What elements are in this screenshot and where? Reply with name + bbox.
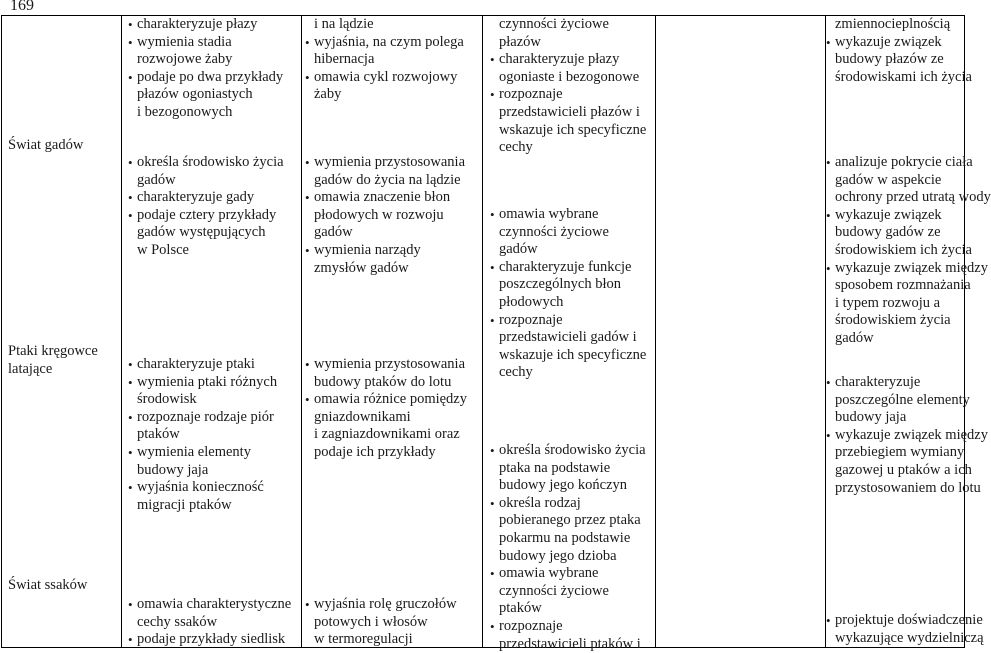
list-item-cont: w Polsce bbox=[137, 241, 189, 258]
col-e-block-ssaki bbox=[826, 612, 984, 647]
list-item-cont: migracji ptaków bbox=[137, 496, 232, 513]
list-item-cont: gadów w aspekcie bbox=[835, 171, 942, 188]
list-item-cont: czynności życiowe bbox=[499, 223, 609, 240]
list-item: • omawia różnice pomiędzy bbox=[305, 391, 482, 409]
list-item: • wyjaśnia rolę gruczołów bbox=[305, 596, 482, 614]
list-item-cont: hibernacja bbox=[314, 51, 375, 68]
list-item: • wykazuje związek bbox=[826, 34, 964, 52]
list-item-cont: budowy jaja bbox=[137, 461, 209, 478]
topic-swiat-gadow: Świat gadów bbox=[8, 137, 84, 153]
list-item-cont: budowy jego kończyn bbox=[499, 477, 628, 494]
list-item: • omawia charakterystyczne bbox=[128, 596, 301, 614]
list-item-cont: gadów bbox=[314, 224, 353, 241]
list-item: • wykazuje związek bbox=[826, 207, 964, 225]
list-item: • analizuje pokrycie ciała bbox=[826, 154, 964, 172]
list-item-cont: i bezogonowych bbox=[137, 103, 233, 120]
list-item: • wymienia elementy bbox=[128, 444, 301, 462]
list-item: • wykazuje związek między bbox=[826, 260, 964, 278]
list-item: • określa środowisko życia bbox=[490, 442, 655, 460]
list-item-cont: cechy ssaków bbox=[137, 613, 218, 630]
list-item: • rozpoznaje bbox=[490, 618, 655, 636]
list-item-cont: ptaków bbox=[137, 426, 180, 443]
list-item: • omawia cykl rozwojowy bbox=[305, 69, 482, 87]
list-item: • charakteryzuje gady bbox=[128, 189, 301, 207]
list-item: • wykazuje związek między bbox=[826, 427, 964, 445]
list-item: • wymienia narządy bbox=[305, 242, 482, 260]
col-c-block-ptaki bbox=[490, 442, 655, 653]
list-item-cont: i typem rozwoju a bbox=[835, 294, 941, 311]
list-item: • rozpoznaje rodzaje piór bbox=[128, 409, 301, 427]
list-item-cont: czynności życiowe bbox=[499, 582, 609, 599]
list-item: • omawia wybrane bbox=[490, 565, 655, 583]
list-item-cont: cechy bbox=[499, 139, 533, 156]
list-item: • omawia znaczenie błon bbox=[305, 189, 482, 207]
list-item-cont: żaby bbox=[314, 86, 342, 103]
list-item-cont: potowych i włosów bbox=[314, 613, 428, 630]
list-item-cont: cechy bbox=[499, 364, 533, 381]
list-item-cont: i na lądzie bbox=[314, 16, 374, 32]
col-a-block-ssaki bbox=[128, 596, 301, 649]
list-item-cont: środowiskami ich życia bbox=[835, 68, 972, 85]
list-item-cont: ochrony przed utratą wody bbox=[835, 189, 991, 206]
list-item-cont: płodowych bbox=[499, 293, 564, 310]
col-e-block-plazy bbox=[826, 16, 972, 86]
list-item: • charakteryzuje ptaki bbox=[128, 356, 301, 374]
list-item-cont: przebiegiem wymiany bbox=[835, 444, 965, 461]
curriculum-table bbox=[1, 15, 991, 652]
col-a-block-gady bbox=[128, 154, 301, 260]
list-item: • omawia wybrane bbox=[490, 206, 655, 224]
col-a-block-ptaki bbox=[128, 356, 301, 514]
list-item-cont: gadów bbox=[499, 241, 538, 258]
list-item: • określa rodzaj bbox=[490, 495, 655, 513]
list-item-cont: przystosowaniem do lotu bbox=[835, 479, 981, 496]
col-e-block-ptaki bbox=[826, 374, 988, 497]
list-item-cont: wskazuje ich specyficzne bbox=[499, 121, 647, 138]
requirements-column-b bbox=[302, 16, 483, 648]
list-item-cont: pobieranego przez ptaka bbox=[499, 512, 641, 529]
requirements-column-e bbox=[826, 16, 991, 648]
list-item-cont: wykazujące wydzielniczą bbox=[835, 629, 984, 646]
list-item: • charakteryzuje płazy bbox=[128, 16, 301, 34]
list-item-cont: i zagniazdownikami oraz bbox=[314, 426, 460, 443]
topic-column bbox=[2, 16, 122, 648]
list-item-cont: gadów bbox=[835, 329, 874, 346]
list-item-cont: rozwojowe żaby bbox=[137, 51, 233, 68]
col-e-block-gady bbox=[826, 154, 991, 348]
col-b-block-gady bbox=[305, 154, 482, 277]
col-c-block-gady bbox=[490, 206, 655, 382]
requirements-column-d bbox=[656, 16, 826, 648]
list-item-cont: przedstawicieli gadów i bbox=[499, 329, 637, 346]
list-item: • podaje cztery przykłady bbox=[128, 207, 301, 225]
list-item-cont: płazów ogoniastych bbox=[137, 86, 253, 103]
list-item-cont: ogoniaste i bezogonowe bbox=[499, 68, 640, 85]
list-item: • podaje przykłady siedlisk bbox=[128, 631, 301, 649]
list-item-cont: czynności życiowe bbox=[499, 16, 609, 32]
list-item-cont: wskazuje ich specyficzne bbox=[499, 346, 647, 363]
list-item-cont: przedstawicieli ptaków i bbox=[499, 635, 641, 652]
topic-swiat-ssakow: Świat ssaków bbox=[8, 577, 88, 593]
list-item: • wymienia stadia bbox=[128, 34, 301, 52]
col-c-block-plazy bbox=[490, 16, 655, 157]
list-item: • projektuje doświadczenie bbox=[826, 612, 964, 630]
list-item: • charakteryzuje funkcje bbox=[490, 259, 655, 277]
list-item-cont: sposobem rozmnażania bbox=[835, 277, 971, 294]
list-item-cont: zmiennocieplnością bbox=[835, 16, 951, 32]
col-a-block-plazy bbox=[128, 16, 301, 122]
list-item: • charakteryzuje płazy bbox=[490, 51, 655, 69]
list-item-cont: gniazdownikami bbox=[314, 408, 411, 425]
list-item-cont: przedstawicieli płazów i bbox=[499, 103, 640, 120]
col-b-block-ssaki bbox=[305, 596, 482, 649]
list-item: • wyjaśnia, na czym polega bbox=[305, 34, 482, 52]
list-item-cont: pokarmu na podstawie bbox=[499, 529, 631, 546]
requirements-column-a bbox=[122, 16, 302, 648]
list-item-cont: zmysłów gadów bbox=[314, 259, 409, 276]
col-b-block-plazy bbox=[305, 16, 482, 104]
list-item-cont: w termoregulacji bbox=[314, 631, 413, 648]
list-item: • wyjaśnia konieczność bbox=[128, 479, 301, 497]
list-item-cont: budowy jego dzioba bbox=[499, 547, 617, 564]
requirements-column-c bbox=[483, 16, 656, 652]
list-item-cont: budowy jaja bbox=[835, 409, 907, 426]
list-item-cont: gadów występujących bbox=[137, 224, 266, 241]
list-item: • określa środowisko życia bbox=[128, 154, 301, 172]
list-item: • podaje po dwa przykłady bbox=[128, 69, 301, 87]
list-item-cont: środowisk bbox=[137, 391, 197, 408]
list-item-cont: gadów bbox=[137, 171, 176, 188]
list-item: • rozpoznaje bbox=[490, 312, 655, 330]
topic-ptaki: Ptaki kręgowce latające bbox=[8, 343, 98, 377]
list-item: • wymienia przystosowania bbox=[305, 356, 482, 374]
list-item: • wymienia przystosowania bbox=[305, 154, 482, 172]
list-item-cont: poszczególnych błon bbox=[499, 276, 622, 293]
list-item: • rozpoznaje bbox=[490, 86, 655, 104]
list-item: • wymienia ptaki różnych bbox=[128, 374, 301, 392]
list-item-cont: budowy gadów ze bbox=[835, 224, 941, 241]
list-item-cont: ptaka na podstawie bbox=[499, 459, 611, 476]
list-item-cont: podaje ich przykłady bbox=[314, 443, 436, 460]
list-item-cont: budowy ptaków do lotu bbox=[314, 373, 452, 390]
list-item: • charakteryzuje bbox=[826, 374, 964, 392]
list-item-cont: poszczególne elementy bbox=[835, 391, 970, 408]
list-item-cont: płazów bbox=[499, 33, 541, 50]
list-item-cont: płodowych w rozwoju bbox=[314, 206, 444, 223]
list-item-cont: środowiskiem ich życia bbox=[835, 241, 972, 258]
list-item-cont: środowiskiem życia bbox=[835, 312, 951, 329]
col-b-block-ptaki bbox=[305, 356, 482, 462]
list-item-cont: budowy płazów ze bbox=[835, 51, 944, 68]
page-number: 169 bbox=[10, 0, 34, 14]
list-item-cont: gazowej u ptaków a ich bbox=[835, 461, 972, 478]
table-row bbox=[2, 16, 965, 648]
list-item-cont: ptaków bbox=[499, 600, 542, 617]
list-item-cont: gadów do życia na lądzie bbox=[314, 171, 461, 188]
